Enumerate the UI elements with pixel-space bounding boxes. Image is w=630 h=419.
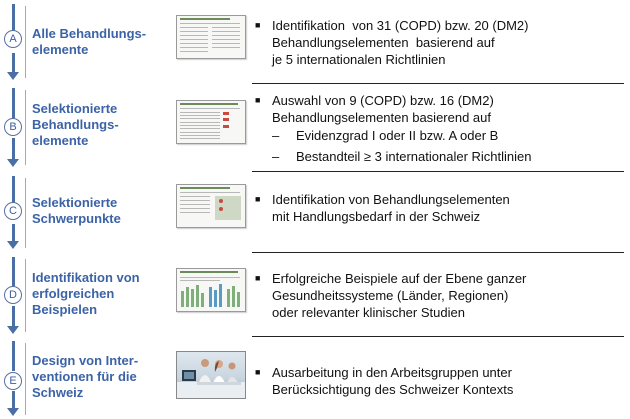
step-a	[0, 0, 630, 84]
bullet-item: ■ Ausarbeitung in den Arbeitsgruppen unter Berücksichtigung des Schweizer Kontexts	[255, 365, 514, 397]
sub-bullet-item: – Bestandteil ≥ 3 internationaler Richtlinien	[272, 149, 532, 164]
step-bullets	[252, 270, 624, 321]
divider	[25, 6, 26, 78]
divider	[25, 259, 26, 332]
step-title: Identifikation von erfolgreichen Beispielen	[32, 270, 140, 317]
step-letter-circle: C	[4, 202, 22, 220]
document-thumbnail	[176, 184, 246, 228]
document-thumbnail	[176, 100, 246, 144]
step-title: Selektionierte Schwerpunkte	[32, 195, 121, 226]
square-bullet-icon: ■	[255, 194, 261, 204]
step-bullets	[252, 92, 624, 165]
sub-bullet-item: – Evidenzgrad I oder II bzw. A oder B	[272, 128, 499, 143]
step-bullets	[252, 191, 624, 225]
step-letter-circle: D	[4, 286, 22, 304]
step-b	[0, 84, 630, 171]
step-letter-circle: E	[4, 372, 22, 390]
bullet-item: ■ Identifikation von 31 (COPD) bzw. 20 (DM2) Behandlungselementen basierend auf je 5 internationalen Richtlinien	[255, 18, 529, 67]
step-title: Design von Inter- ventionen für die Schweiz	[32, 353, 139, 400]
document-thumbnail	[176, 15, 246, 59]
square-bullet-icon: ■	[255, 273, 261, 283]
step-title: Selektionierte Behandlungs- elemente	[32, 101, 119, 148]
step-title: Alle Behandlungs- elemente	[32, 26, 147, 57]
bullet-item: ■ Erfolgreiche Beispiele auf der Ebene ganzer Gesundheitssysteme (Länder, Regionen) oder relevanter klinischer Studien	[255, 271, 527, 320]
square-bullet-icon: ■	[255, 20, 261, 30]
chart-thumbnail	[176, 268, 246, 312]
step-bullets	[252, 17, 624, 68]
bullet-item: ■ Auswahl von 9 (COPD) bzw. 16 (DM2) Behandlungselementen basierend auf	[255, 93, 494, 125]
step-letter-circle: A	[4, 30, 22, 48]
step-d	[0, 253, 630, 337]
square-bullet-icon: ■	[255, 367, 261, 377]
people-meeting-icon	[177, 352, 245, 398]
step-e	[0, 337, 630, 419]
divider	[25, 90, 26, 165]
step-c	[0, 172, 630, 253]
square-bullet-icon: ■	[255, 95, 261, 105]
divider	[25, 178, 26, 248]
step-letter-circle: B	[4, 118, 22, 136]
divider	[25, 343, 26, 415]
bullet-item: ■ Identifikation von Behandlungselementen mit Handlungsbedarf in der Schweiz	[255, 192, 510, 224]
step-bullets	[252, 364, 624, 398]
meeting-photo	[176, 351, 246, 399]
